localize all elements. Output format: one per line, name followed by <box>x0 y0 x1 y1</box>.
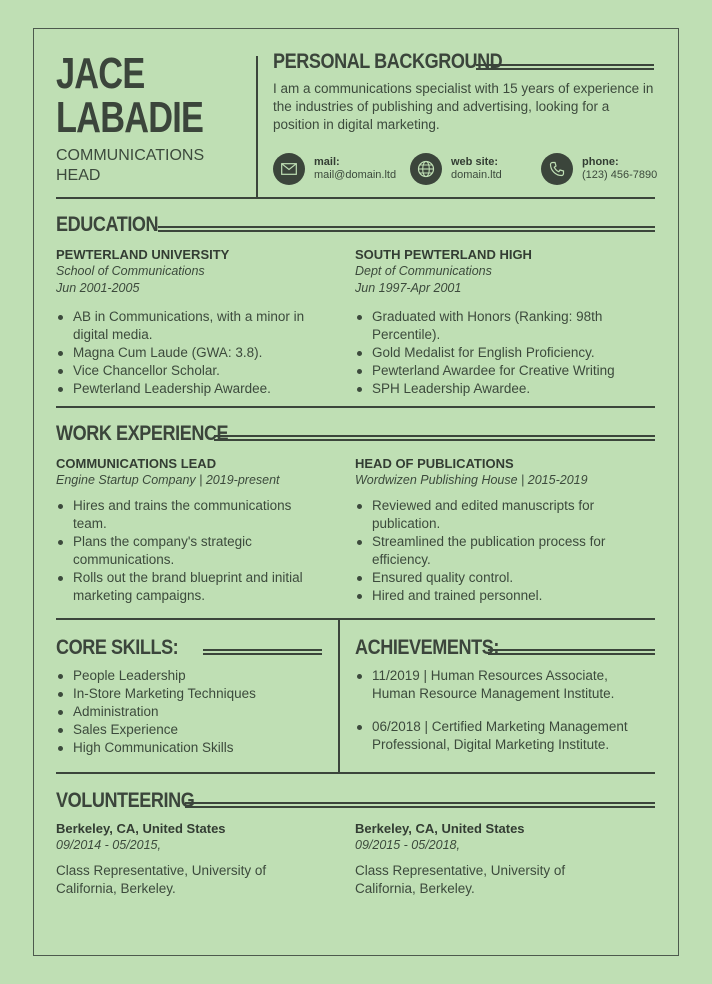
website-label: web site: <box>451 156 499 168</box>
first-name: JACE <box>56 49 145 98</box>
title-rule <box>158 226 655 232</box>
title-rule <box>203 649 322 655</box>
achievements-list <box>355 667 645 754</box>
volunteer-location: Berkeley, CA, United States <box>56 821 226 836</box>
school-dates: Jun 1997-Apr 2001 <box>355 281 462 295</box>
last-name: LABADIE <box>56 93 204 142</box>
core-skills-title: CORE SKILLS: <box>56 636 179 659</box>
phone-value[interactable]: (123) 456-7890 <box>582 169 658 181</box>
list-item: Hired and trained personnel. <box>355 587 625 605</box>
globe-icon <box>410 153 442 185</box>
job-title: HEAD OF PUBLICATIONS <box>355 456 514 471</box>
title-rule <box>214 435 655 441</box>
volunteer-description: Class Representative, University of California, Berkeley. <box>56 863 267 896</box>
volunteer-location: Berkeley, CA, United States <box>355 821 525 836</box>
section-rule <box>56 406 655 408</box>
list-item: Pewterland Leadership Awardee. <box>56 380 311 398</box>
work-experience-title: WORK EXPERIENCE <box>56 422 229 445</box>
section-rule <box>56 772 655 774</box>
school-name: SOUTH PEWTERLAND HIGH <box>355 247 532 262</box>
personal-background-title: PERSONAL BACKGROUND <box>273 50 503 73</box>
section-rule <box>56 618 655 620</box>
volunteer-dates: 09/2014 - 05/2015, <box>56 838 161 852</box>
education-title: EDUCATION <box>56 213 159 236</box>
list-item: Streamlined the publication process for efficiency. <box>355 533 625 569</box>
header-divider <box>256 56 258 198</box>
job-company: Engine Startup Company | 2019-present <box>56 473 280 487</box>
work-entry <box>56 455 341 605</box>
list-item: 06/2018 | Certified Marketing Management Professional, Digital Marketing Institute. <box>355 718 645 754</box>
list-item: SPH Leadership Awardee. <box>355 380 630 398</box>
skills-list <box>56 667 326 757</box>
personal-background-text: I am a communications specialist with 15 years of experience in the industries of publishing and advertising, looking for a position in digital marketing. <box>273 81 654 132</box>
education-entry <box>355 246 655 398</box>
school-dates: Jun 2001-2005 <box>56 281 140 295</box>
volunteering-entry <box>56 820 296 898</box>
column-divider <box>338 618 340 774</box>
school-department: School of Communications <box>56 264 205 278</box>
phone-label: phone: <box>582 156 619 168</box>
volunteer-dates: 09/2015 - 05/2018, <box>355 838 460 852</box>
mail-value[interactable]: mail@domain.ltd <box>314 169 397 181</box>
volunteering-title: VOLUNTEERING <box>56 789 195 812</box>
list-item: Graduated with Honors (Ranking: 98th Percentile). <box>355 308 630 344</box>
phone-icon <box>541 153 573 185</box>
list-item: Magna Cum Laude (GWA: 3.8). <box>56 344 311 362</box>
list-item: High Communication Skills <box>56 739 326 757</box>
volunteering-entry <box>355 820 595 898</box>
mail-icon <box>273 153 305 185</box>
list-item: Pewterland Awardee for Creative Writing <box>355 362 630 380</box>
school-department: Dept of Communications <box>355 264 492 278</box>
title-rule <box>488 649 655 655</box>
title-rule <box>185 802 655 808</box>
role-line-2: HEAD <box>56 167 101 184</box>
list-item: AB in Communications, with a minor in digital media. <box>56 308 311 344</box>
list-item: Vice Chancellor Scholar. <box>56 362 311 380</box>
header-bottom-rule <box>56 197 655 199</box>
school-name: PEWTERLAND UNIVERSITY <box>56 247 230 262</box>
title-rule <box>476 64 654 70</box>
mail-label: mail: <box>314 156 340 168</box>
list-item: Rolls out the brand blueprint and initial marketing campaigns. <box>56 569 318 605</box>
education-entry <box>56 246 341 398</box>
list-item: Administration <box>56 703 326 721</box>
list-item: Plans the company's strategic communications. <box>56 533 318 569</box>
list-item: In-Store Marketing Techniques <box>56 685 326 703</box>
achievements-title: ACHIEVEMENTS: <box>355 636 499 659</box>
list-item: People Leadership <box>56 667 326 685</box>
website-value[interactable]: domain.ltd <box>451 169 502 181</box>
volunteer-description: Class Representative, University of California, Berkeley. <box>355 863 566 896</box>
list-item: Ensured quality control. <box>355 569 625 587</box>
list-item: Gold Medalist for English Proficiency. <box>355 344 630 362</box>
job-title: COMMUNICATIONS LEAD <box>56 456 217 471</box>
work-entry <box>355 455 655 605</box>
role-line-1: COMMUNICATIONS <box>56 147 205 164</box>
list-item: 11/2019 | Human Resources Associate, Human Resource Management Institute. <box>355 667 645 703</box>
list-item: Hires and trains the communications team. <box>56 497 318 533</box>
list-item: Sales Experience <box>56 721 326 739</box>
job-company: Wordwizen Publishing House | 2015-2019 <box>355 473 588 487</box>
list-item: Reviewed and edited manuscripts for publication. <box>355 497 625 533</box>
